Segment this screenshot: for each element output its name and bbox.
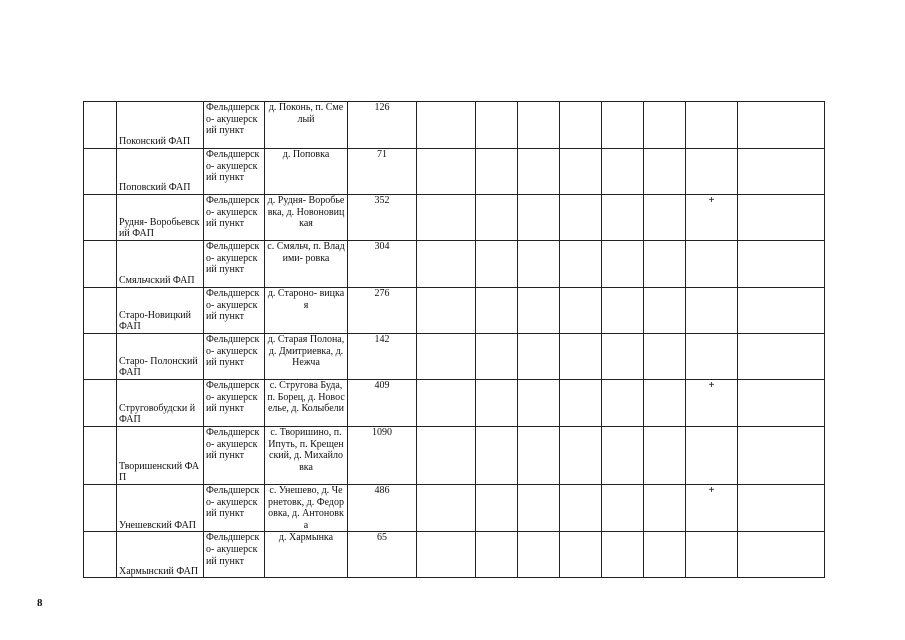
table-row xyxy=(84,149,825,195)
facility-type-cell: Фельдшерск о- акушерский пункт xyxy=(204,532,265,578)
empty-cell xyxy=(560,532,602,578)
blank-cell xyxy=(84,532,117,578)
empty-cell xyxy=(738,288,825,334)
empty-cell xyxy=(644,427,686,485)
table-row xyxy=(84,485,825,532)
empty-cell xyxy=(417,334,476,380)
empty-cell xyxy=(476,532,518,578)
blank-cell xyxy=(84,380,117,427)
population-cell: 126 xyxy=(348,102,417,149)
empty-cell xyxy=(644,102,686,149)
facility-type-cell: Фельдшерск о- акушерский пункт xyxy=(204,427,265,485)
empty-cell xyxy=(644,195,686,241)
empty-cell xyxy=(738,149,825,195)
table-row xyxy=(84,241,825,288)
empty-cell xyxy=(560,102,602,149)
empty-cell xyxy=(518,149,560,195)
empty-cell xyxy=(518,427,560,485)
population-cell: 142 xyxy=(348,334,417,380)
empty-cell xyxy=(417,241,476,288)
empty-cell xyxy=(417,149,476,195)
empty-cell xyxy=(644,241,686,288)
fap-name-cell: Унешевский ФАП xyxy=(117,485,204,532)
population-cell: 276 xyxy=(348,288,417,334)
facility-type-cell: Фельдшерск о- акушерский пункт xyxy=(204,485,265,532)
empty-cell xyxy=(476,334,518,380)
fap-name-cell: Струговобудски й ФАП xyxy=(117,380,204,427)
empty-cell xyxy=(644,380,686,427)
empty-cell xyxy=(644,485,686,532)
empty-cell xyxy=(476,485,518,532)
facility-type-cell: Фельдшерск о- акушерский пункт xyxy=(204,334,265,380)
settlements-cell: д. Поповка xyxy=(265,149,348,195)
empty-cell xyxy=(560,149,602,195)
table-row xyxy=(84,102,825,149)
table-body xyxy=(84,102,825,578)
fap-name-cell: Поповский ФАП xyxy=(117,149,204,195)
mark-cell xyxy=(686,241,738,288)
page-number: 8 xyxy=(37,597,43,609)
empty-cell xyxy=(476,149,518,195)
empty-cell xyxy=(560,334,602,380)
empty-cell xyxy=(560,427,602,485)
empty-cell xyxy=(560,288,602,334)
fap-name-cell: Старо-Новицкий ФАП xyxy=(117,288,204,334)
blank-cell xyxy=(84,149,117,195)
blank-cell xyxy=(84,288,117,334)
empty-cell xyxy=(644,532,686,578)
empty-cell xyxy=(476,380,518,427)
fap-name-cell: Хармынский ФАП xyxy=(117,532,204,578)
empty-cell xyxy=(738,195,825,241)
empty-cell xyxy=(602,102,644,149)
empty-cell xyxy=(602,380,644,427)
facility-type-cell: Фельдшерск о- акушерский пункт xyxy=(204,241,265,288)
empty-cell xyxy=(518,288,560,334)
empty-cell xyxy=(518,102,560,149)
empty-cell xyxy=(518,532,560,578)
population-cell: 486 xyxy=(348,485,417,532)
empty-cell xyxy=(518,241,560,288)
empty-cell xyxy=(518,380,560,427)
empty-cell xyxy=(644,288,686,334)
empty-cell xyxy=(476,195,518,241)
empty-cell xyxy=(738,532,825,578)
empty-cell xyxy=(602,241,644,288)
mark-cell xyxy=(686,427,738,485)
empty-cell xyxy=(560,195,602,241)
facility-type-cell: Фельдшерск о- акушерский пункт xyxy=(204,149,265,195)
population-cell: 409 xyxy=(348,380,417,427)
empty-cell xyxy=(417,195,476,241)
empty-cell xyxy=(417,102,476,149)
table-row xyxy=(84,427,825,485)
population-cell: 304 xyxy=(348,241,417,288)
facility-type-cell: Фельдшерск о- акушерский пункт xyxy=(204,288,265,334)
table-row xyxy=(84,195,825,241)
blank-cell xyxy=(84,102,117,149)
settlements-cell: с. Унешево, д. Чернетовк, д. Федоровка, д. Антоновка xyxy=(265,485,348,532)
mark-cell xyxy=(686,334,738,380)
empty-cell xyxy=(518,485,560,532)
settlements-cell: д. Рудня- Воробьевка, д. Новоновицкая xyxy=(265,195,348,241)
empty-cell xyxy=(644,149,686,195)
fap-name-cell: Поконский ФАП xyxy=(117,102,204,149)
table-row xyxy=(84,288,825,334)
empty-cell xyxy=(476,102,518,149)
table-row xyxy=(84,532,825,578)
mark-cell xyxy=(686,288,738,334)
fap-name-cell: Старо- Полонский ФАП xyxy=(117,334,204,380)
settlements-cell: с. Стругова Буда, п. Борец, д. Новоселье, д. Колыбели xyxy=(265,380,348,427)
empty-cell xyxy=(738,334,825,380)
mark-cell xyxy=(686,149,738,195)
facility-type-cell: Фельдшерск о- акушерский пункт xyxy=(204,195,265,241)
settlements-cell: с. Творишино, п. Ипуть, п. Крещенский, д. Михайловка xyxy=(265,427,348,485)
fap-name-cell: Творишенский ФАП xyxy=(117,427,204,485)
settlements-cell: д. Старая Полона, д. Дмитриевка, д. Нежча xyxy=(265,334,348,380)
mark-cell xyxy=(686,102,738,149)
empty-cell xyxy=(602,288,644,334)
empty-cell xyxy=(417,380,476,427)
mark-cell: + xyxy=(686,485,738,532)
facility-type-cell: Фельдшерск о- акушерский пункт xyxy=(204,380,265,427)
empty-cell xyxy=(417,532,476,578)
empty-cell xyxy=(417,427,476,485)
empty-cell xyxy=(738,380,825,427)
empty-cell xyxy=(602,149,644,195)
empty-cell xyxy=(476,427,518,485)
empty-cell xyxy=(602,195,644,241)
settlements-cell: с. Смяльч, п. Владими- ровка xyxy=(265,241,348,288)
empty-cell xyxy=(602,427,644,485)
empty-cell xyxy=(738,485,825,532)
settlements-cell: д. Хармынка xyxy=(265,532,348,578)
empty-cell xyxy=(476,288,518,334)
empty-cell xyxy=(560,380,602,427)
blank-cell xyxy=(84,241,117,288)
table-row xyxy=(84,334,825,380)
settlements-cell: д. Поконь, п. Смелый xyxy=(265,102,348,149)
facility-type-cell: Фельдшерск о- акушерский пункт xyxy=(204,102,265,149)
population-cell: 352 xyxy=(348,195,417,241)
empty-cell xyxy=(518,195,560,241)
fap-name-cell: Смяльчский ФАП xyxy=(117,241,204,288)
empty-cell xyxy=(560,241,602,288)
mark-cell: + xyxy=(686,380,738,427)
mark-cell: + xyxy=(686,195,738,241)
settlements-cell: д. Староно- вицкая xyxy=(265,288,348,334)
empty-cell xyxy=(417,485,476,532)
empty-cell xyxy=(738,102,825,149)
empty-cell xyxy=(560,485,602,532)
table-row xyxy=(84,380,825,427)
fap-name-cell: Рудня- Воробьевский ФАП xyxy=(117,195,204,241)
empty-cell xyxy=(602,532,644,578)
empty-cell xyxy=(602,334,644,380)
blank-cell xyxy=(84,427,117,485)
blank-cell xyxy=(84,334,117,380)
empty-cell xyxy=(644,334,686,380)
mark-cell xyxy=(686,532,738,578)
empty-cell xyxy=(602,485,644,532)
blank-cell xyxy=(84,195,117,241)
empty-cell xyxy=(476,241,518,288)
population-cell: 1090 xyxy=(348,427,417,485)
empty-cell xyxy=(417,288,476,334)
empty-cell xyxy=(738,241,825,288)
blank-cell xyxy=(84,485,117,532)
empty-cell xyxy=(518,334,560,380)
empty-cell xyxy=(738,427,825,485)
fap-table xyxy=(83,101,825,578)
population-cell: 65 xyxy=(348,532,417,578)
population-cell: 71 xyxy=(348,149,417,195)
